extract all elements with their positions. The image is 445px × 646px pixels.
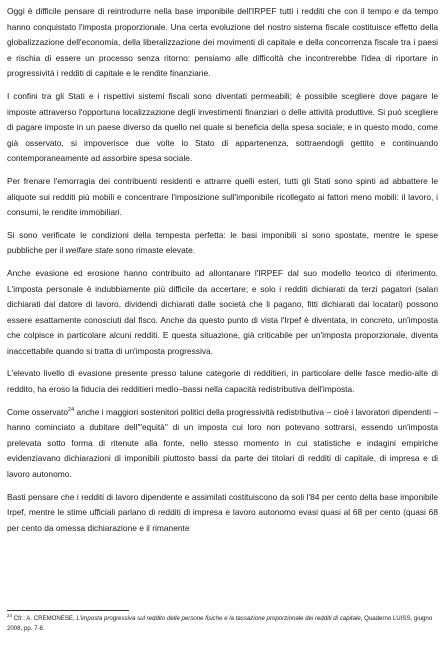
paragraph-5: Anche evasione ed erosione hanno contribuito ad allontanare l'IRPEF dal suo modello teorico di riferimento. L'imposta personale è indubbiamente più difficile da accertare; e solo i redditi dichiarati da terzi pagatori (salari dichiarati dal datore di lavoro, dividendi dichiarati dalle società che li pagano, fitti dichiarati dai locatari) possono essere esattamente conosciuti dal fisco. Anche da questo punto di vista l'Irpef è diventata, in concreto, un'imposta che colpisce in particolare alcuni redditi. E questa situazione, già criticabile per un'imposta proporzionale, diventa inaccettabile quando si tratta di un'imposta progressiva.: [7, 267, 438, 356]
footnote-number: 24: [7, 612, 13, 618]
footnote-separator: [7, 610, 129, 611]
paragraph-6: L'elevato livello di evasione presente presso talune categorie di redditieri, in particolare delle fasce medio-alte di reddito, ha eroso la fiducia dei redditieri medio–bassi nella capacità redistributiva dell'imposta.: [7, 368, 438, 395]
footnote-title: L'imposta progressiva sul reddito delle persone fisiche e la tassazione proporzionale dei redditi di capitale: [76, 615, 361, 622]
footnote-suffix: , Quaderno LUISS, giugno 2008, pp. 7-8.: [7, 615, 433, 632]
paragraph-7-text-before: Come osservato: [7, 406, 69, 417]
paragraph-7-text-after: anche i maggiori sostenitori politici della progressività redistributiva – cioè i lavoratori dipendenti – hanno cominciato a dubitare dell'"equità" di un imposta cui loro non potevano sottrarsi, essendo un'imposta prelevata sotto forma di ritenute alla fonte, nello stesso momento in cui statistiche e indagini empiriche evidenziavano dichiarazioni di imponibili piuttosto bassi da parte dei titolari di redditi di capitale, di impresa e di lavoro autonomo.: [7, 406, 438, 480]
paragraph-4: [7, 228, 438, 259]
footnote-prefix: Cfr.: A. CREMONESE,: [13, 615, 77, 622]
paragraph-3: Per frenare l'emorragia dei contribuenti residenti e attrarre quelli esteri, tutti gli Stati sono spinti ad abbattere le aliquote sui redditi più mobili e concentrare l'imposizione sull'imponibile ricollegato ai fattori meno mobili: il lavoro, i consumi, le rendite immobiliari.: [7, 175, 438, 218]
paragraph-8: Basti pensare che i redditi di lavoro dipendente e assimilati costituiscono da soli l'84 per cento della base imponibile Irpef, mentre le stime ufficiali parlano di redditi di impresa e lavoro autonomo evasi quasi al 68 per cento (quasi 68 per cento da omessa dichiarazione e il rimanente: [7, 491, 438, 533]
footnote: [7, 614, 438, 634]
paragraph-4-text-before: Si sono verificate le condizioni della tempesta perfetta: le basi imponibili si sono spostate, mentre le spese pubbliche per il: [7, 229, 438, 256]
welfare-state-emphasis: welfare state: [65, 245, 114, 256]
paragraph-1: Oggi è difficile pensare di reintrodurre nella base imponibile dell'IRPEF tutti i redditi che con il tempo e da tempo hanno conquistato l'imposta proporzionale. Una certa evoluzione del nostro sistema fiscale costituisce effetto della globalizzazione dell'economia, della liberalizzazione dei movimenti di capitale e della concorrenza fiscale tra i paesi e rischia di essere un processo senza ritorno: pensiamo alle difficoltà che incontrerebbe l'idea di riportare in progressività i redditi di capitale e le rendite finanziarie.: [7, 6, 438, 79]
paragraph-4-text-after: sono rimaste elevate.: [113, 245, 196, 256]
paragraph-7: [7, 405, 438, 483]
paragraph-2: I confini tra gli Stati e i rispettivi sistemi fiscali sono diventati permeabili; è possibile scegliere dove pagare le imposte attraverso l'opportuna localizzazione degli investimenti finanziari o delle attività produttive. Si può scegliere di pagare imposte in un paese diverso da quello nel quale si beneficia della spesa sociale; e in questo modo, come già osservato, si impoverisce due volte lo Stato di appartenenza, sottraendogli gettito e continuando contemporaneamente ad assorbire spesa sociale.: [7, 90, 438, 164]
footnote-reference[interactable]: 24: [68, 406, 75, 413]
